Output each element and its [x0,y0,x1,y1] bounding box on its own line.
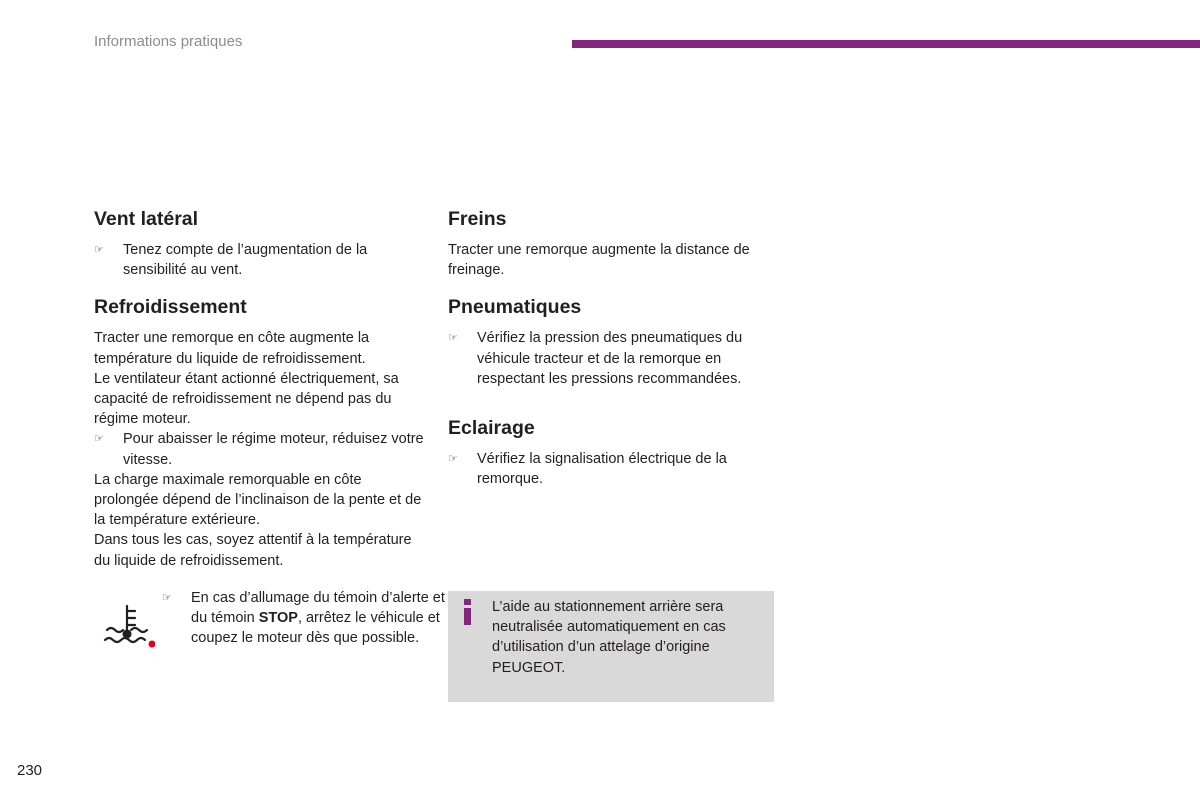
pointing-hand-icon: ☞ [162,592,172,604]
pointing-hand-icon: ☞ [94,244,104,256]
list-item [94,429,424,469]
refroidissement-heading: Refroidissement [94,296,247,319]
warning-text [162,588,451,649]
bullet-text: Tenez compte de l’augmentation de la sensibilité au vent. [123,242,368,279]
paragraph: Dans tous les cas, soyez attentif à la température du liquide de refroidissement. [94,532,412,569]
section-header: Informations pratiques [94,33,243,50]
stop-label: STOP [258,610,298,627]
paragraph: Tracter une remorque augmente la distance de freinage. [448,242,750,279]
vent-lateral-section [94,206,424,280]
paragraph: La charge maximale remorquable en côte prolongée dépend de l’inclinaison de la pente et de la température extérieure. [94,471,422,529]
coolant-temperature-warning-icon [101,602,155,652]
pointing-hand-icon: ☞ [448,332,458,345]
info-box [448,591,774,702]
pointing-hand-icon: ☞ [448,453,458,466]
bullet-text: Vérifiez la pression des pneumatiques du véhicule tracteur et de la remorque en respectant les pressions recommandées. [477,330,743,387]
paragraph: Tracter une remorque en côte augmente la température du liquide de refroidissement. [94,330,370,367]
pointing-hand-icon: ☞ [94,433,104,446]
paragraph: Le ventilateur étant actionné électriquement, sa capacité de refroidissement ne dépend pas du régime moteur. [94,370,399,428]
refroidissement-section [94,294,424,570]
coolant-warning-block [94,588,445,668]
header-accent-bar [572,40,1200,48]
vent-lateral-heading: Vent latéral [94,208,199,230]
warning-text-end: , arrêtez le véhicule et coupez le moteur dès que possible. [191,610,440,647]
pneumatiques-section [448,294,778,389]
freins-section [448,206,778,280]
eclairage-heading: Eclairage [448,417,535,440]
bullet-text: Vérifiez la signalisation électrique de la remorque. [477,451,727,488]
list-item [448,449,778,489]
pneumatiques-heading: Pneumatiques [448,296,582,319]
info-text: L’aide au stationnement arrière sera neutralisée automatiquement en cas d’utilisation d’un attelage d’origine PEUGEOT. [492,599,726,676]
page-number: 230 [17,762,43,779]
info-icon [463,599,473,625]
list-item [94,240,424,280]
left-column [94,206,424,585]
right-column [448,206,778,503]
warning-text-start: En cas d’allumage du témoin d’alerte et du témoin [191,590,445,627]
bullet-text: Pour abaisser le régime moteur, réduisez votre vitesse. [123,431,424,468]
freins-heading: Freins [448,208,507,230]
eclairage-section [448,415,778,489]
list-item [448,328,778,389]
